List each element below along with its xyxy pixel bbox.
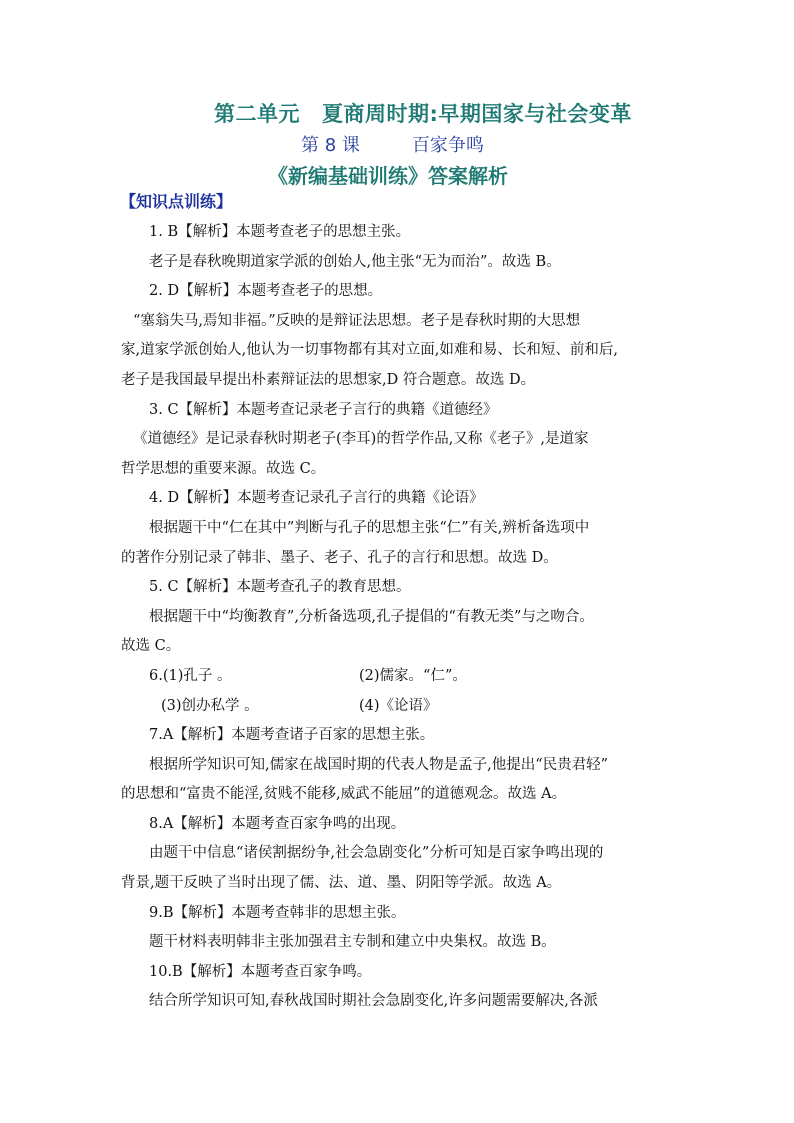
answer-line: 由题干中信息“诸侯割据纷争,社会急剧变化”分析可知是百家争鸣出现的 [149,845,604,862]
q6-answer-2: (2)儒家。“仁”。 [359,667,467,684]
lesson-number: 第 8 课 [301,135,360,156]
answer-line: 的著作分别记录了韩非、墨子、老子、孔子的言行和思想。故选 D。 [121,549,558,566]
answer-line: 4. D【解析】本题考查记录孔子言行的典籍《论语》 [149,490,484,507]
answer-line: 的思想和“富贵不能淫,贫贱不能移,威武不能屈”的道德观念。故选 A。 [121,786,567,803]
answer-line: 8.A【解析】本题考查百家争鸣的出现。 [149,815,406,832]
unit-heading [214,98,632,128]
answer-line: 根据所学知识可知,儒家在战国时期的代表人物是孟子,他提出“民贵君轻” [149,756,609,773]
answer-line: 题干材料表明韩非主张加强君主专制和建立中央集权。故选 B。 [149,934,556,951]
q6-answer-1: 6.(1)孔子 。 [149,667,232,684]
lesson-title: 百家争鸣 [411,135,484,156]
q6-row-2 [121,692,681,722]
unit-label: 第二单元 [214,102,300,126]
q6-answer-3: (3)创办私学 。 [161,697,259,714]
answer-body [121,218,681,1017]
answer-line: 1. B【解析】本题考查老子的思想主张。 [149,224,411,240]
answer-line: 老子是春秋晚期道家学派的创始人,他主张“无为而治”。故选 B。 [149,253,561,270]
answer-line: 根据题干中“仁在其中”判断与孔子的思想主张“仁”有关,辨析备选项中 [149,519,590,536]
answer-line: 《道德经》是记录春秋时期老子(李耳)的哲学作品,又称《老子》,是道家 [133,431,589,448]
answer-title: 《新编基础训练》答案解析 [268,164,508,188]
answer-line: 9.B【解析】本题考查韩非的思想主张。 [149,904,406,921]
answer-line: 老子是我国最早提出朴素辩证法的思想家,D 符合题意。故选 D。 [121,371,536,388]
answer-line: 根据题干中“均衡教育”,分析备选项,孔子提倡的“有教无类”与之吻合。 [149,608,594,625]
answer-line: 10.B【解析】本题考查百家争鸣。 [149,963,372,980]
answer-line: 3. C【解析】本题考查记录老子言行的典籍《道德经》 [149,401,498,418]
section-heading: 【知识点训练】 [120,192,233,211]
unit-title: 夏商周时期:早期国家与社会变革 [322,102,632,126]
answer-line: 哲学思想的重要来源。故选 C。 [121,460,326,477]
q6-answer-4: (4)《论语》 [359,697,438,714]
answer-line: 2. D【解析】本题考查老子的思想。 [149,283,383,300]
answer-line: “塞翁失马,焉知非福。”反映的是辩证法思想。老子是春秋时期的大思想 [133,312,581,329]
answer-line: 背景,题干反映了当时出现了儒、法、道、墨、阴阳等学派。故选 A。 [121,875,562,892]
answer-line: 7.A【解析】本题考查诸子百家的思想主张。 [149,727,435,744]
lesson-heading [301,131,484,157]
q6-row-1 [121,662,681,692]
answer-line: 结合所学知识可知,春秋战国时期社会急剧变化,许多问题需要解决,各派 [149,993,598,1010]
answer-line: 故选 C。 [121,638,181,655]
answer-line: 5. C【解析】本题考查孔子的教育思想。 [149,579,411,596]
answer-line: 家,道家学派创始人,他认为一切事物都有其对立面,如难和易、长和短、前和后, [121,342,618,359]
